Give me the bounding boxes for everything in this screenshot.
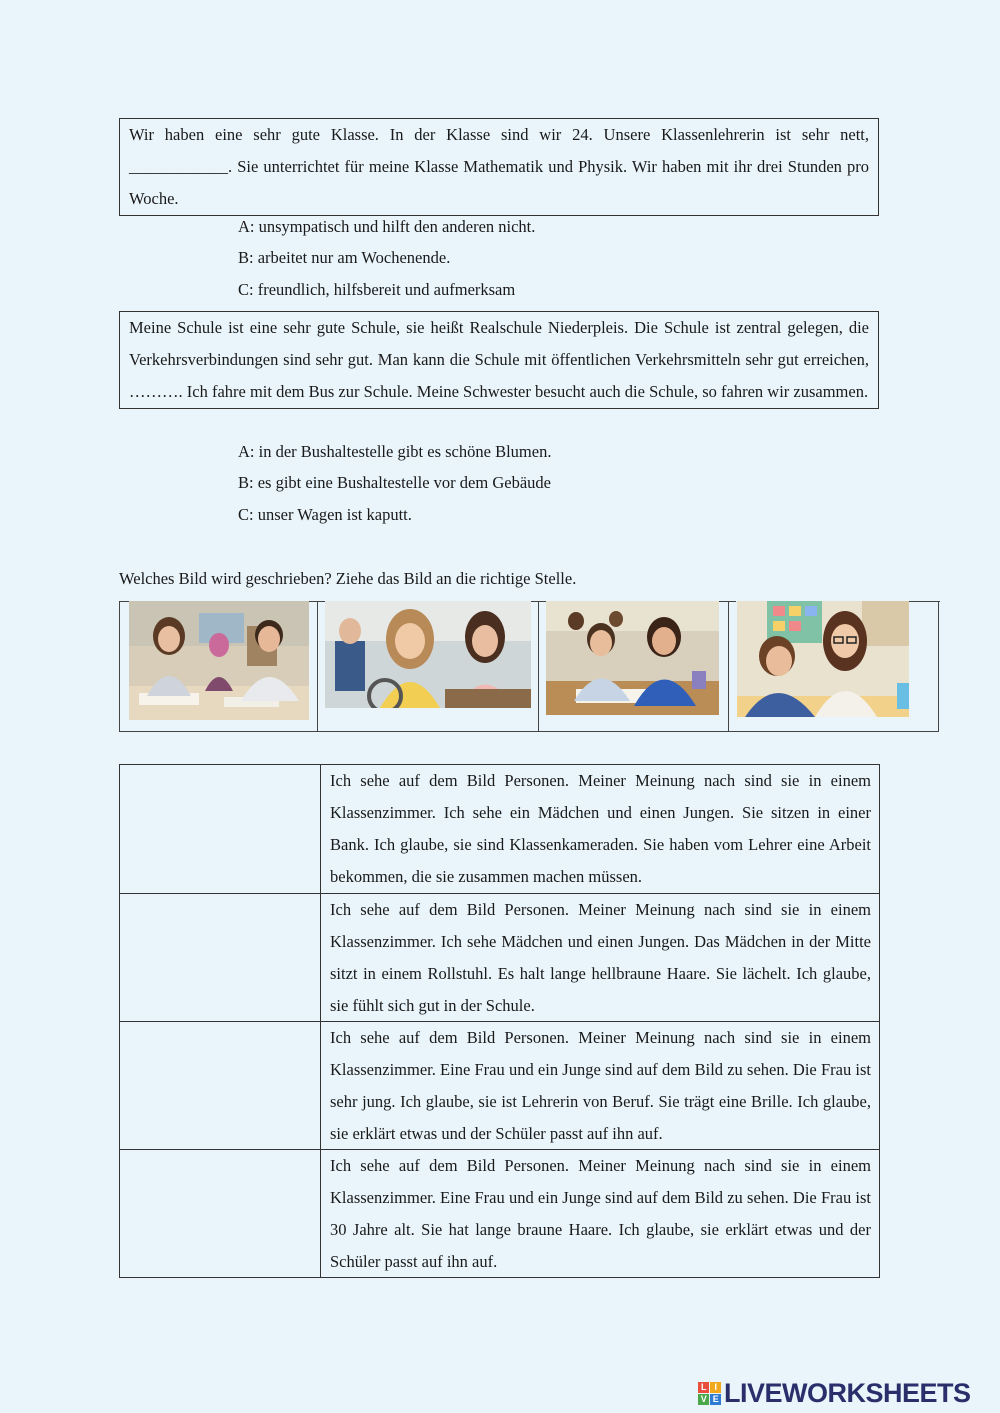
- description-4: Ich sehe auf dem Bild Personen. Meiner Meinung nach sind sie in einem Klassenzimmer. Eine Frau und ein Junge sind auf dem Bild zu sehen. Die Frau ist 30 Jahre alt. Sie hat lange braune Haare. Ich glaube, sie erklärt etwas und der Schüler passt auf ihn auf.: [330, 1156, 871, 1271]
- photo-classmates-desk[interactable]: [129, 601, 309, 720]
- photo-girl-wheelchair[interactable]: [325, 601, 531, 708]
- passage-1-text: Wir haben eine sehr gute Klasse. In der Klasse sind wir 24. Unsere Klassenlehrerin ist sehr nett, ____________. Sie unterrichtet für meine Klasse Mathematik und Physik. Wir haben mit ihr drei Stunden pro Woche.: [129, 125, 869, 208]
- table-row: [120, 765, 879, 893]
- passage-2-option-c[interactable]: C: unser Wagen ist kaputt.: [238, 505, 412, 524]
- picture-strip: [119, 601, 939, 732]
- table-row: [120, 1149, 879, 1277]
- image-drop-zone-4[interactable]: [120, 1150, 321, 1277]
- passage-1-option-b[interactable]: B: arbeitet nur am Wochenende.: [238, 248, 451, 267]
- description-1: Ich sehe auf dem Bild Personen. Meiner Meinung nach sind sie in einem Klassenzimmer. Ich sehe ein Mädchen und einen Jungen. Sie sitzen in einer Bank. Ich glaube, sie sind Klassenkameraden. Sie haben vom Lehrer eine Arbeit bekommen, die sie zusammen machen müssen.: [330, 771, 871, 886]
- image-drop-zone-2[interactable]: [120, 894, 321, 1021]
- passage-1-option-a[interactable]: A: unsympatisch und hilft den anderen nicht.: [238, 217, 536, 236]
- answer-table: [119, 764, 880, 1278]
- logo-text: LIVEWORKSHEETS: [724, 1377, 971, 1408]
- passage-1-option-c[interactable]: C: freundlich, hilfsbereit und aufmerksam: [238, 280, 516, 299]
- passage-1: [119, 118, 879, 216]
- table-row: [120, 893, 879, 1021]
- description-3: Ich sehe auf dem Bild Personen. Meiner Meinung nach sind sie in einem Klassenzimmer. Eine Frau und ein Junge sind auf dem Bild zu sehen. Die Frau ist sehr jung. Ich glaube, sie ist Lehrerin von Beruf. Sie trägt eine Brille. Ich glaube, sie erklärt etwas und der Schüler passt auf ihn auf.: [330, 1028, 871, 1143]
- passage-2-option-a[interactable]: A: in der Bushaltestelle gibt es schöne Blumen.: [238, 442, 552, 461]
- table-row: [120, 1021, 879, 1149]
- photo-teacher-boy-desk[interactable]: [546, 601, 719, 715]
- logo-badge-icon: L I V E: [698, 1382, 721, 1405]
- passage-2: [119, 311, 879, 409]
- photo-young-teacher-glasses[interactable]: [737, 601, 909, 717]
- image-drop-zone-1[interactable]: [120, 765, 321, 893]
- liveworksheets-logo: [698, 1378, 971, 1408]
- image-drop-zone-3[interactable]: [120, 1022, 321, 1149]
- passage-2-text: Meine Schule ist eine sehr gute Schule, sie heißt Realschule Niederpleis. Die Schule ist zentral gelegen, die Verkehrsverbindungen sind sehr gut. Man kann die Schule mit öffentlichen Verkehrsmitteln sehr gut erreichen, ………. Ich fahre mit dem Bus zur Schule. Meine Schwester besucht auch die Schule, so fahren wir zusammen.: [129, 318, 869, 401]
- passage-2-option-b[interactable]: B: es gibt eine Bushaltestelle vor dem Gebäude: [238, 473, 551, 492]
- drag-instruction: Welches Bild wird geschrieben? Ziehe das Bild an die richtige Stelle.: [119, 569, 577, 588]
- description-2: Ich sehe auf dem Bild Personen. Meiner Meinung nach sind sie in einem Klassenzimmer. Ich sehe Mädchen und einen Jungen. Das Mädchen in der Mitte sitzt in einem Rollstuhl. Es halt lange hellbraune Haare. Sie lächelt. Ich glaube, sie fühlt sich gut in der Schule.: [330, 900, 871, 1015]
